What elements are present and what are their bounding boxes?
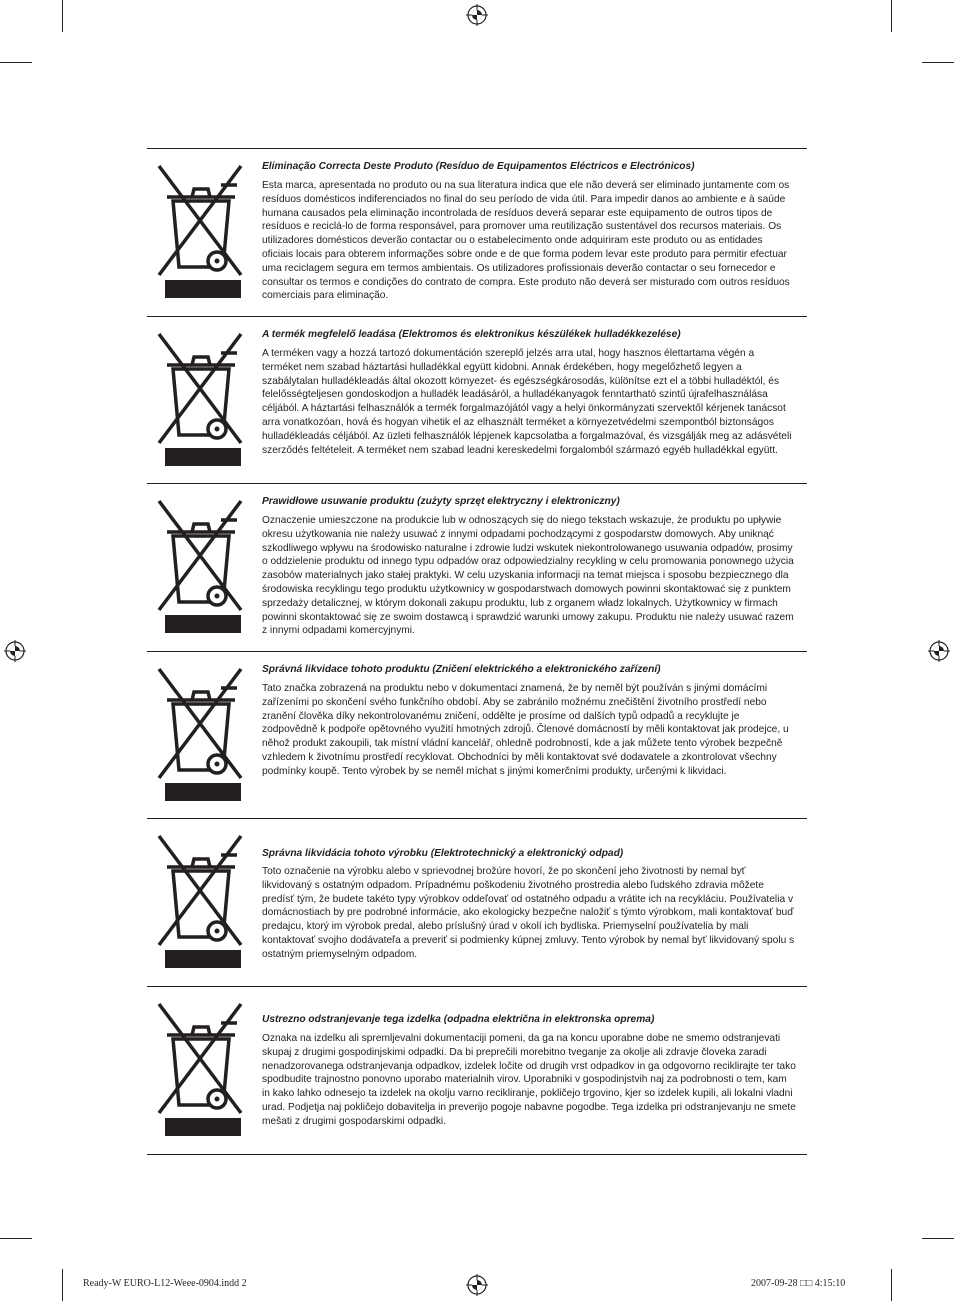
crossed-bin-icon <box>157 331 249 473</box>
crop-mark <box>0 1238 32 1239</box>
registration-mark-icon <box>928 640 950 662</box>
crossed-bin-icon <box>157 666 249 808</box>
crop-mark <box>891 1269 892 1301</box>
crop-mark <box>0 62 32 63</box>
section-divider <box>147 316 807 317</box>
section-body: Oznaka na izdelku ali spremljevalni dokumentaciji pomeni, da ga na koncu uporabne dobe ne smemo odstranjevati skupaj z drugimi gospodinjskimi odpadki. Da bi preprečili morebitno tveganje za okolje ali zdravje človeka zaradi nenadzorovanega odstranjevanja odpadkov, izdelek ločite od drugih vrst odpadkov in ga odgovorno reciklirajte ter tako spodbudite trajnostno ponovno uporabo materialnih virov. Uporabniki v gospodinjstvih naj za podrobnosti o tem, kam in kako lahko odnesejo ta izdelek na okolju varno recikliranje, pokličejo trgovino, kjer so izdelek kupili, ali lokalni vladni urad. Podjetja naj pokličejo dobavitelja in preverijo pogoje nabavne pogodbe. Tega izdelka pri odstranjevanju ne smete mešati z drugimi gospodarskimi odpadki. <box>262 1033 796 1127</box>
section-body: Toto označenie na výrobku alebo v sprievodnej brožúre hovorí, že po skončení jeho životnosti by nemal byť likvidovaný s ostatným odpadom. Prípadnému poškodeniu životného prostredia alebo ľudského zdravia môžete predísť tým, že budete takéto typy výrobkov oddeľovať od ostatného odpadu a vrátite ich na recykláciu. Používatelia v domácnostiach by pre podrobné informácie, ako ekologicky bezpečne naložiť s týmto výrobkom, mali kontaktovať buď predajcu, ktorý im výrobok predal, alebo príslušný úrad v okolí ich bydliska. Priemyselní používatelia by mali kontaktovať svojho dodávateľa a preveriť si podmienky kúpnej zmluvy. Tento výrobok by nemal byť likvidovaný spolu s ostatným priemyselným odpadom. <box>262 866 795 960</box>
section-body: Esta marca, apresentada no produto ou na sua literatura indica que ele não deverá ser eliminado juntamente com os resíduos domésticos indiferenciados no final do seu período de vida útil. Para impedir danos ao ambiente e à saúde humana causados pela eliminação incontrolada de resíduos deverá separar este equipamento de outros tipos de resíduos e reciclá-lo de forma responsável, para promover uma reutilização sustentável dos recursos materiais. Os utilizadores domésticos deverão contactar ou o estabelecimento onde adquiriram este produto ou as entidades oficiais locais para obterem informações sobre onde e de que forma podem levar este produto para permitir efectuar uma reciclagem segura em termos ambientais. Os utilizadores profissionais deverão contactar o seu fornecedor e consultar os termos e condições do contrato de compra. Este produto não deverá ser misturado com outros resíduos comerciais para eliminação. <box>262 180 790 302</box>
section-divider <box>147 1154 807 1155</box>
registration-mark-icon <box>466 1274 488 1296</box>
crop-mark <box>922 62 954 63</box>
section-divider <box>147 148 807 149</box>
crop-mark <box>62 1269 63 1301</box>
crop-mark <box>891 0 892 32</box>
section-body: Oznaczenie umieszczone na produkcie lub w odnoszących się do niego tekstach wskazuje, że produktu po upływie okresu użytkowania nie należy usuwać z innymi odpadami pochodzącymi z gospodarstw domowych. Aby uniknąć szkodliwego wpływu na środowisko naturalne i zdrowie ludzi wskutek niekontrolowanego usuwania odpadów, prosimy o oddzielenie produktu od innego typu odpadów oraz odpowiedzialny recykling w celu promowania ponownego użycia zasobów materialnych jako stałej praktyki. W celu uzyskania informacji na temat miejsca i sposobu bezpiecznego dla środowiska recyklingu tego produktu użytkownicy w gospodarstwach domowych powinni skontaktować się z punktem sprzedaży detalicznej, w którym dokonali zakupu produktu, lub z organem władz lokalnych. Użytkownicy w firmach powinni skontaktować się ze swoim dostawcą i sprawdzić warunki umowy zakupu. Produktu nie należy usuwać razem z innymi odpadami komercyjnymi. <box>262 515 794 637</box>
crop-mark <box>62 0 63 32</box>
section-body: A terméken vagy a hozzá tartozó dokumentáción szereplő jelzés arra utal, hogy hasznos élettartama végén a terméket nem szabad háztartási hulladékkal együtt kidobni. Annak érdekében, hogy megelőzhető legyen a szabálytalan hulladékleadás által okozott környezet- és egészségkárosodás, különítse ezt el a többi hulladéktól, és felelősségteljesen gondoskodjon a hulladék leadásáról, a hulladékanyagok fenntartható szintű újrafelhasználása céljából. A háztartási felhasználók a termék forgalmazójától vagy a helyi önkormányzati szervektől kérjenek tanácsot arra vonatkozóan, hová és hogyan vihetik el az elhasznált terméket a környezetvédelmi szempontból biztonságos hulladékleadás céljából. Az üzleti felhasználók lépjenek kapcsolatba a forgalmazóval, és vizsgálják meg az adásvételi szerződés feltételeit. A terméket nem szabad leadni kereskedelmi forgalomból származó egyéb hulladékkal együtt. <box>262 348 792 456</box>
section-divider <box>147 651 807 652</box>
crossed-bin-icon <box>157 833 249 975</box>
crop-mark <box>922 1238 954 1239</box>
section-body: Tato značka zobrazená na produktu nebo v dokumentaci znamená, že by neměl být používán s jinými domácími zařízeními po skončení svého funkčního období. Aby se zabránilo možnému znečištění životního prostředí nebo zranění člověka díky nekontrolovanému zničení, oddělte je prosíme od dalších typů odpadů a recyklujte je zodpovědně k podpoře opětovného využití hmotných zdrojů. Členové domácností by měli kontaktovat jak prodejce, u něhož produkt zakoupili, tak místní vládní kancelář, ohledně podrobností, kde a jak můžete tento výrobek bezpečně vzhledem k životnímu prostředí recyklovat. Obchodníci by měli kontaktovat své dodavatele a zkontrolovat všechny podmínky koupě. Tento výrobek by se neměl míchat s jinými komerčními produkty, určenými k likvidaci. <box>262 683 789 777</box>
section-divider <box>147 483 807 484</box>
crossed-bin-icon <box>157 163 249 305</box>
footer-filename: Ready-W EURO-L12-Weee-0904.indd 2 <box>83 1278 247 1289</box>
registration-mark-icon <box>466 4 488 26</box>
section-divider <box>147 818 807 819</box>
section-heading: Správná likvidace tohoto produktu (Zničení elektrického a elektronického zařízení) <box>262 664 661 675</box>
section-heading: Ustrezno odstranjevanje tega izdelka (odpadna električna in elektronska oprema) <box>262 1014 655 1025</box>
section-heading: A termék megfelelő leadása (Elektromos és elektronikus készülékek hulladékkezelése) <box>262 329 681 340</box>
section-divider <box>147 986 807 987</box>
section-heading: Správna likvidácia tohoto výrobku (Elektrotechnický a elektronický odpad) <box>262 848 624 859</box>
crossed-bin-icon <box>157 498 249 640</box>
crossed-bin-icon <box>157 1001 249 1143</box>
footer-timestamp: 2007-09-28 □□ 4:15:10 <box>751 1278 846 1289</box>
section-heading: Prawidłowe usuwanie produktu (zużyty sprzęt elektryczny i elektroniczny) <box>262 496 620 507</box>
registration-mark-icon <box>4 640 26 662</box>
section-heading: Eliminação Correcta Deste Produto (Resíduo de Equipamentos Eléctricos e Electrónicos) <box>262 161 695 172</box>
